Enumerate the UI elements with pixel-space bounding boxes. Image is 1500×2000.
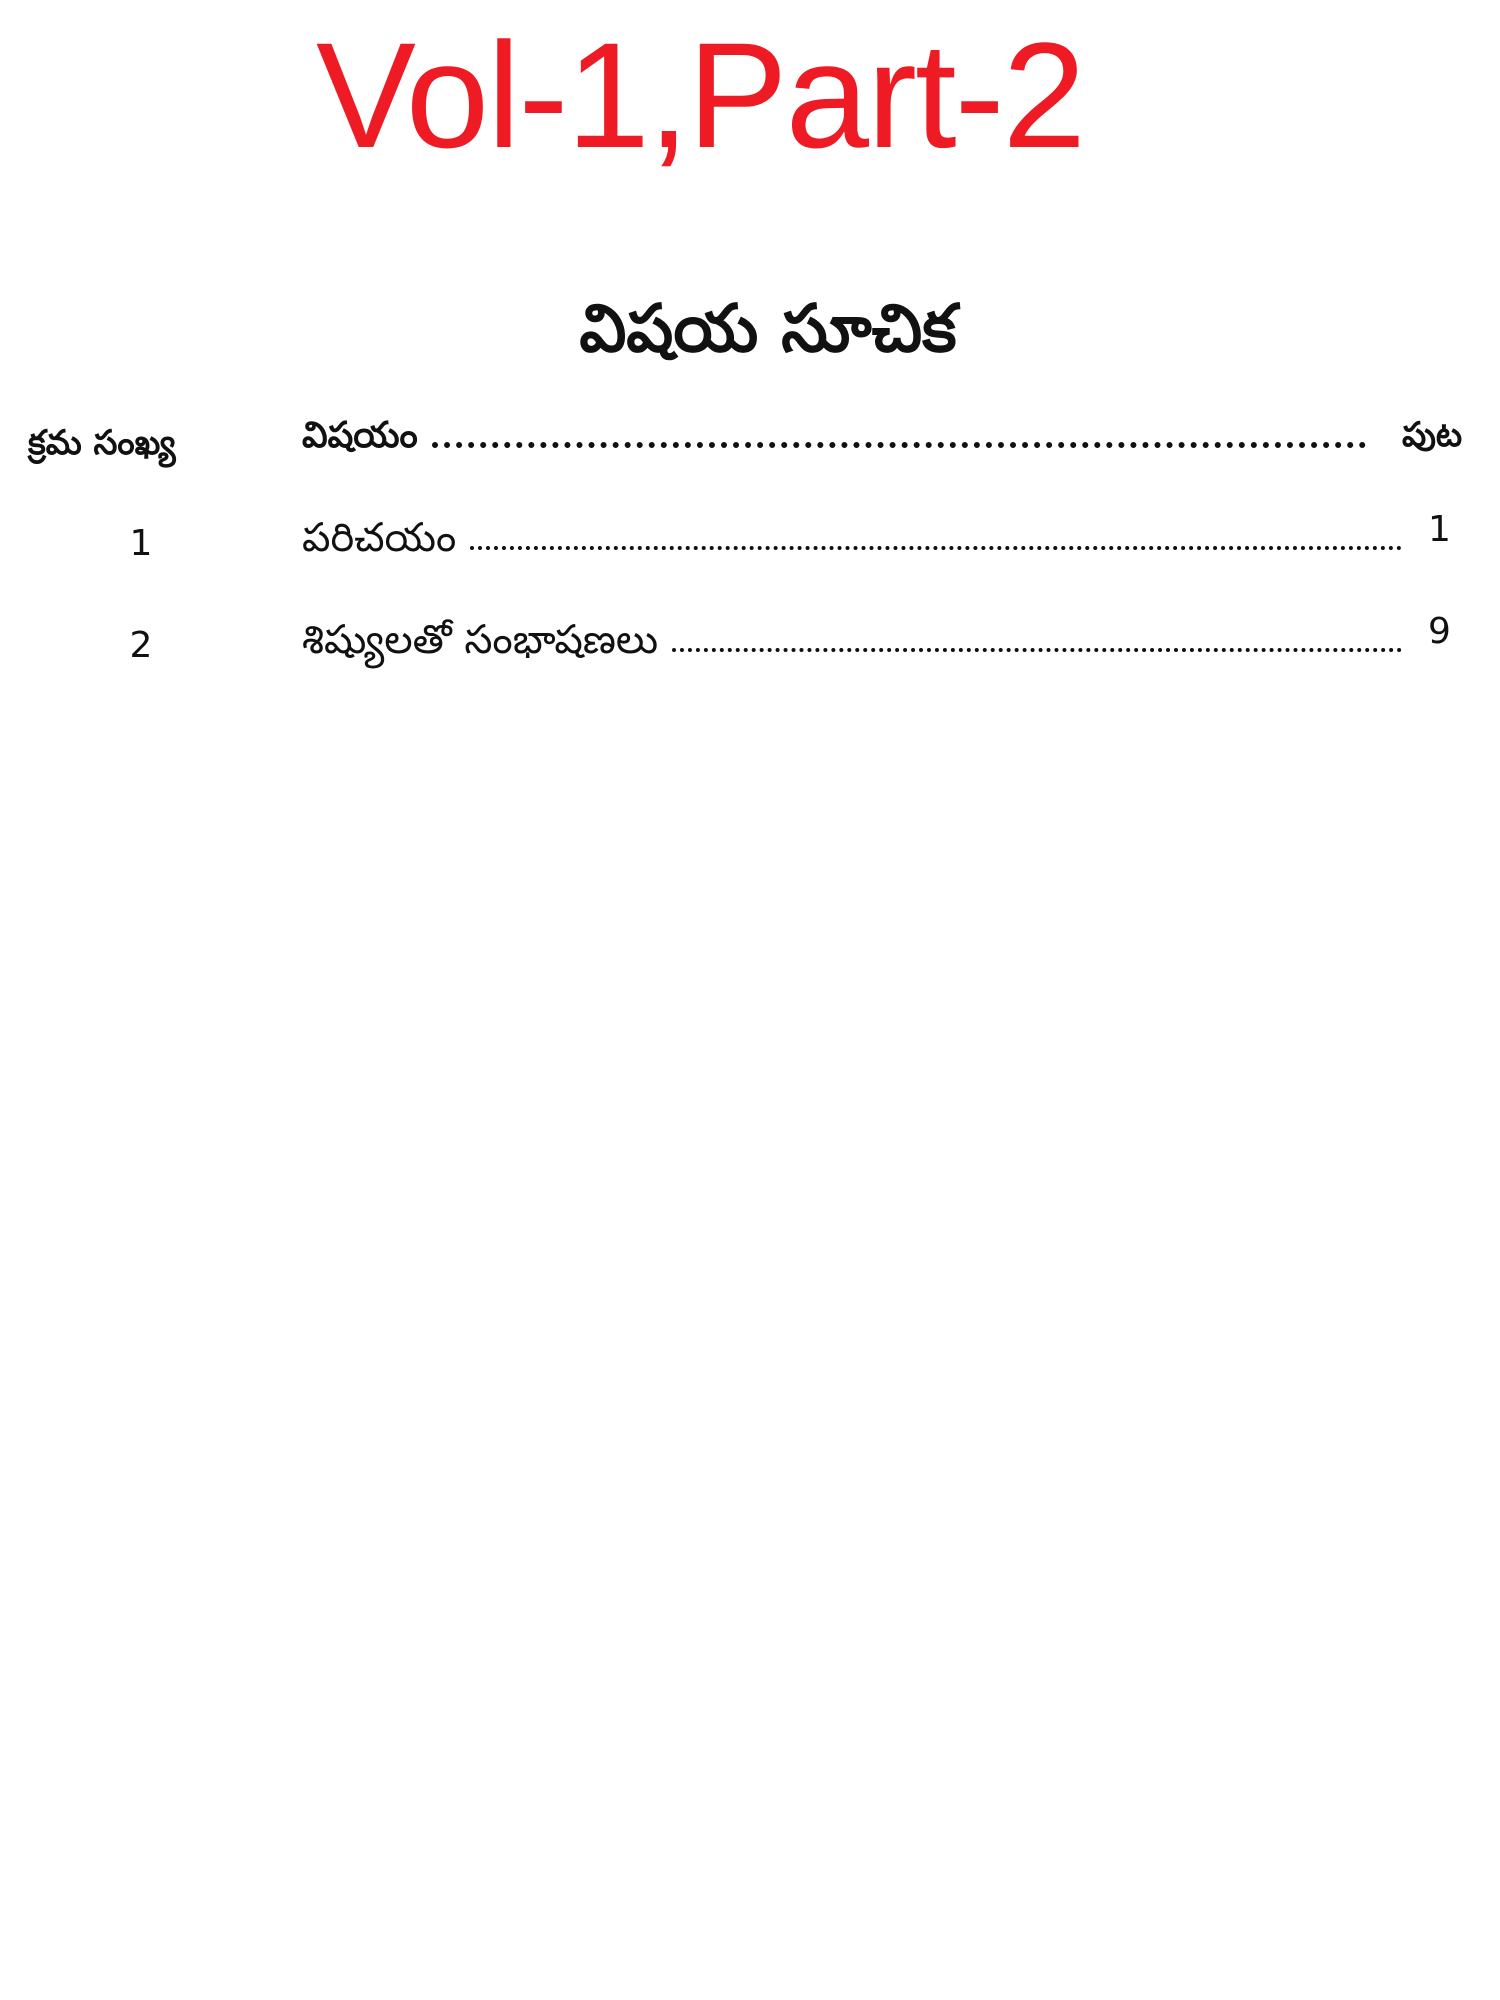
- toc-header-subject: విషయం: [302, 415, 418, 456]
- toc-entry-subject-cell: [302, 617, 1414, 663]
- dot-leader: [470, 546, 1402, 550]
- toc-entry-page: 1: [1428, 509, 1451, 550]
- toc-entry-subject: పరిచయం: [302, 515, 457, 561]
- dot-leader: [432, 442, 1366, 448]
- toc-entry[interactable]: [0, 611, 1500, 674]
- toc-heading: విషయ సూచిక: [579, 290, 957, 367]
- toc-header-row: [0, 415, 1500, 478]
- volume-title: Vol-1,Part-2: [315, 11, 1085, 179]
- toc-entry[interactable]: [0, 509, 1500, 572]
- toc-header-serial: క్రమ సంఖ్య: [28, 423, 176, 463]
- toc-entry-serial: 1: [129, 523, 153, 564]
- toc-entry-page: 9: [1428, 611, 1451, 652]
- toc-entry-subject-cell: [302, 515, 1414, 561]
- toc-header-subject-cell: [302, 415, 1378, 456]
- toc-entry-serial: 2: [129, 625, 153, 666]
- dot-leader: [672, 648, 1402, 652]
- toc-entry-subject: శిష్యులతో సంభాషణలు: [302, 617, 659, 663]
- toc-header-page: పుట: [1402, 415, 1463, 455]
